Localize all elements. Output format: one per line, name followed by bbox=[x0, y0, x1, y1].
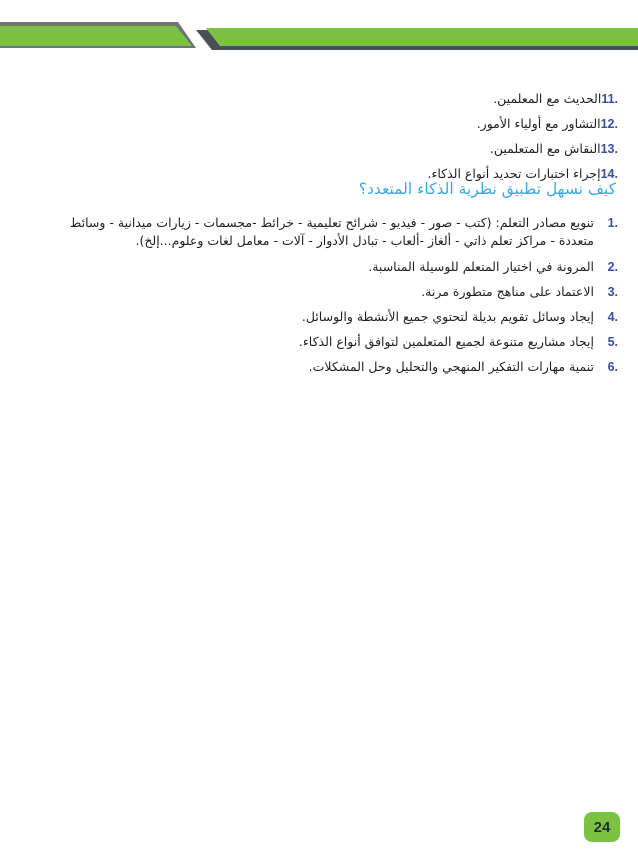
list-item bbox=[40, 333, 618, 351]
list-item bbox=[40, 90, 618, 115]
list-item bbox=[40, 214, 618, 250]
item-number: 11. bbox=[601, 92, 618, 106]
item-number: 2. bbox=[607, 260, 618, 274]
item-text: إيجاد وسائل تقويم بديلة لتحتوي جميع الأنشطة والوسائل. bbox=[301, 309, 594, 324]
numbered-list-bottom bbox=[40, 214, 618, 376]
item-text: المرونة في اختيار المتعلم للوسيلة المناسبة. bbox=[368, 259, 594, 274]
list-item bbox=[40, 140, 618, 165]
bottom-list-container bbox=[40, 214, 618, 383]
page-number-badge bbox=[584, 812, 620, 842]
list-item bbox=[40, 358, 618, 376]
item-text: تنويع مصادر التعلم: (كتب - صور - فيديو - شرائح تعليمية - خرائط -مجسمات - زيارات ميدانية - وسائط متعددة - مراكز تعلم ذاتي - ألغاز -ألعاب - تبادل الأدوار - آلات - معامل لغات وعلوم...إلخ). bbox=[69, 215, 594, 248]
list-item bbox=[40, 308, 618, 326]
item-number: 3. bbox=[607, 285, 618, 299]
item-number: 4. bbox=[607, 310, 618, 324]
item-number: 6. bbox=[607, 360, 618, 374]
list-item bbox=[40, 115, 618, 140]
item-text: الاعتماد على مناهج متطورة مرنة. bbox=[421, 284, 594, 299]
item-number: 12. bbox=[600, 117, 618, 131]
item-number: 13. bbox=[600, 142, 618, 156]
item-number: 1. bbox=[607, 216, 618, 230]
item-text: الحديث مع المعلمين. bbox=[493, 91, 602, 106]
item-number: 14. bbox=[600, 167, 618, 181]
item-text: إجراء اختبارات تحديد أنواع الذكاء. bbox=[427, 166, 601, 181]
item-text: التشاور مع أولياء الأمور. bbox=[476, 116, 601, 131]
page-number: 24 bbox=[593, 818, 611, 836]
item-text: تنمية مهارات التفكير المنهجي والتحليل وحل المشكلات. bbox=[308, 359, 594, 374]
numbered-list-top bbox=[40, 90, 618, 190]
top-list-container bbox=[40, 90, 618, 190]
item-number: 5. bbox=[607, 335, 618, 349]
list-item bbox=[40, 283, 618, 301]
item-text: النقاش مع المتعلمين. bbox=[489, 141, 601, 156]
list-item bbox=[40, 258, 618, 276]
section-heading: كيف نسهل تطبيق نظرية الذكاء المتعدد؟ bbox=[358, 180, 616, 198]
item-text: إيجاد مشاريع متنوعة لجميع المتعلمين لتوافق أنواع الذكاء. bbox=[298, 334, 594, 349]
header-decoration bbox=[0, 0, 638, 60]
